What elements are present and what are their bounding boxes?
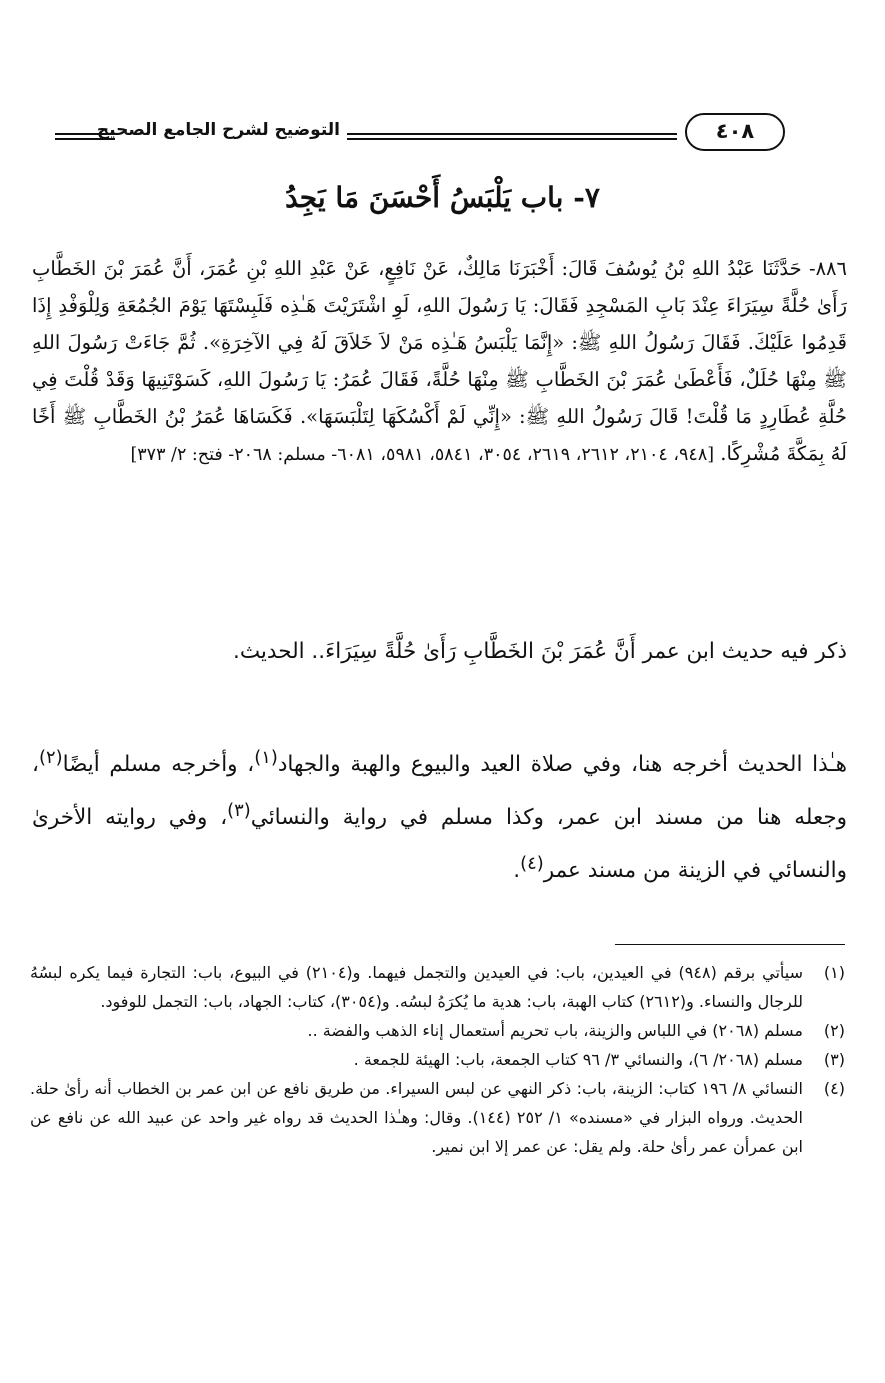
footnote-text: مسلم (٢٠٦٨/ ٦)، والنسائي ٣/ ٩٦ كتاب الجمعة، باب: الهيئة للجمعة . bbox=[353, 1050, 803, 1069]
header-rule-right bbox=[347, 133, 677, 135]
footnotes bbox=[30, 958, 845, 1161]
footnote-ref-2[interactable]: (٢) bbox=[38, 747, 63, 768]
footnote-text: سيأتي برقم (٩٤٨) في العيدين، باب: في العيدين والتجمل فيهما. و(٢١٠٤) في البيوع، باب: التجارة فيما يكره لبسُهُ للرجال والنساء. و(٢٦١٢) كتاب الهبة، باب: هدية ما يُكرَهُ لبسُه. و(٣٠٥٤)، كتاب: الجهاد، باب: التجمل للوفود. bbox=[30, 963, 803, 1011]
footnote-ref-4[interactable]: (٤) bbox=[520, 853, 544, 875]
footnote-text: النسائي ٨/ ١٩٦ كتاب: الزينة، باب: ذكر النهي عن لبس السيراء. من طريق نافع عن ابن عمر بن الخطاب أنه رأىٰ حلة. الحديث. ورواه البزار في «مسنده» ١/ ٢٥٢ (١٤٤). وقال: وهـٰذا الحديث قد رواه غير واحد عن عبيد الله عن نافع عن ابن عمرأن عمر رأىٰ حلة. ولم يقل: عن عمر إلا ابن نمير. bbox=[30, 1079, 804, 1156]
running-title: التوضيح لشرح الجامع الصحيح bbox=[96, 120, 340, 140]
footnote-text: مسلم (٢٠٦٨) في اللباس والزينة، باب تحريم أستعمال إناء الذهب والفضة .. bbox=[307, 1021, 803, 1040]
commentary-paragraph-1: ذكر فيه حديث ابن عمر أَنَّ عُمَرَ بْنَ الخَطَّابِ رَأَىٰ حُلَّةً سِيَرَاءَ.. الحديث. bbox=[232, 639, 847, 664]
footnote-number: (١) bbox=[823, 963, 845, 982]
footnote-number: (٢) bbox=[823, 1021, 845, 1040]
commentary-text: . bbox=[513, 858, 521, 884]
hadith-text: ٨٨٦- حَدَّثَنَا عَبْدُ اللهِ بْنُ يُوسُفَ قَالَ: أَخْبَرَنَا مَالِكٌ، عَنْ نَافِعٍ، عَنْ عَبْدِ اللهِ بْنِ عُمَرَ، أَنَّ عُمَرَ بْنَ الخَطَّابِ رَأَىٰ حُلَّةً سِيَرَاءَ عِنْدَ بَابِ المَسْجِدِ فَقَالَ: يَا رَسُولَ اللهِ، لَوِ اشْتَرَيْتَ هَـٰذِه فَلَبِسْتَهَا يَوْمَ الجُمُعَةِ وَلِلْوَفْدِ إِذَا قَدِمُوا عَلَيْكَ. فَقَالَ رَسُولُ اللهِ ﷺ: «إِنَّمَا يَلْبَسُ هَـٰذِه مَنْ لاَ خَلاَقَ لَهُ فِي الآخِرَةِ». ثُمَّ جَاءَتْ رَسُولَ اللهِ ﷺ مِنْهَا حُلَلٌ، فَأَعْطَىٰ عُمَرَ بْنَ الخَطَّابِ ﷺ مِنْهَا حُلَّةً، فَقَالَ عُمَرُ: يَا رَسُولَ اللهِ، كَسَوْتَنِيهَا وَقَدْ قُلْتَ فِي حُلَّةِ عُطَارِدٍ مَا قُلْتَ! قَالَ رَسُولُ اللهِ ﷺ: «إِنِّي لَمْ أَكْسُكَهَا لِتَلْبَسَهَا». فَكَسَاهَا عُمَرُ بْنُ الخَطَّابِ ﷺ أَخًا لَهُ بِمَكَّةَ مُشْرِكًا. bbox=[32, 257, 847, 465]
header-rule-left bbox=[55, 133, 115, 135]
footnote-3 bbox=[30, 1045, 845, 1074]
footnote-separator bbox=[615, 944, 845, 945]
commentary-paragraph-2 bbox=[32, 735, 847, 894]
page-number: ٤٠٨ bbox=[685, 113, 785, 151]
commentary-text: ، وأخرجه مسلم أيضًا bbox=[62, 752, 255, 778]
footnote-number: (٤) bbox=[823, 1079, 845, 1098]
footnote-ref-3[interactable]: (٣) bbox=[227, 800, 251, 822]
footnote-1 bbox=[30, 958, 845, 1016]
footnote-ref-1[interactable]: (١) bbox=[254, 747, 278, 768]
commentary-text: هـٰذا الحديث أخرجه هنا، وفي صلاة العيد والبيوع والهبة والجهاد bbox=[277, 752, 848, 778]
footnote-2 bbox=[30, 1016, 845, 1045]
footnote-4 bbox=[30, 1074, 845, 1161]
hadith-block bbox=[32, 250, 847, 474]
footnote-number: (٣) bbox=[823, 1050, 845, 1069]
commentary-text: ، وجعله هنا من مسند ابن عمر، وكذا مسلم في رواية والنسائي bbox=[32, 752, 847, 831]
commentary-text: ، وفي روايته الأخرىٰ والنسائي في الزينة من مسند عمر bbox=[32, 805, 847, 884]
running-header bbox=[55, 113, 785, 157]
chapter-heading: ٧- باب يَلْبَسُ أَحْسَنَ مَا يَجِدُ bbox=[285, 181, 600, 214]
hadith-cross-reference: [٩٤٨، ٢١٠٤، ٢٦١٢، ٢٦١٩، ٣٠٥٤، ٥٨٤١، ٥٩٨١، ٦٠٨١- مسلم: ٢٠٦٨- فتح: ٢/ ٣٧٣] bbox=[130, 445, 715, 465]
